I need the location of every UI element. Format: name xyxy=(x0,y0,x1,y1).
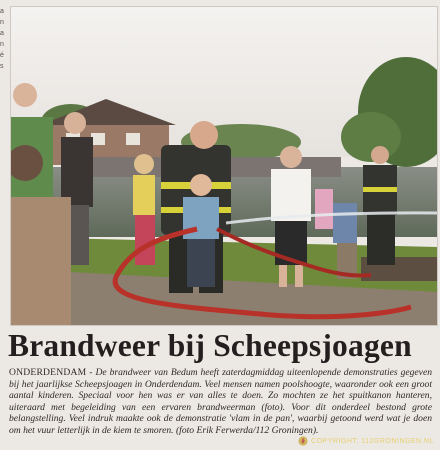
article-body xyxy=(9,367,432,437)
prev-letter: a xyxy=(0,30,4,37)
house-window xyxy=(91,133,105,145)
spectator-head xyxy=(64,112,86,134)
prev-letter: n xyxy=(0,19,4,26)
firefighter-right-legs xyxy=(367,215,395,265)
boy-white-shirt xyxy=(271,169,311,221)
house-window xyxy=(126,133,140,145)
tree xyxy=(341,112,401,162)
flame-logo-icon xyxy=(298,436,308,446)
article-body-text: - De brandweer van Bedum heeft zaterdagmiddag uiteenlopende demonstraties gegeven bij het jaarlijkse Scheepsjoagen in Onderdendam. Veel mensen namen poolshoogte, waaronder ook een groot aantal kinderen. Speciaal voor hen was er van alles te doen. Zo mochten ze het spuitkanon hanteren, uiteraard met begeleiding van een ervaren brandweerman (foto). Voor dit onderdeel bestond grote belangstelling. Veel indruk maakte ook de demonstratie 'vlam in de pan', waarbij getoond werd wat je doen om het vuur letterlijk in de kiem te smoren. (foto Erik Ferwerda/112 Groningen). xyxy=(9,367,432,436)
child-blue xyxy=(333,203,357,243)
girl-pink-pants xyxy=(135,215,155,265)
child-pink xyxy=(315,189,333,229)
boy-head xyxy=(280,146,302,168)
copyright-watermark xyxy=(298,436,434,446)
firefighter-head xyxy=(190,121,218,149)
article-headline: Brandweer bij Scheepsjoagen xyxy=(8,328,412,363)
foreground-spectator xyxy=(11,197,71,325)
girl-head xyxy=(134,154,154,174)
boy-head xyxy=(190,174,212,196)
boy-jeans xyxy=(187,239,215,287)
girl-yellow-shirt xyxy=(133,175,155,215)
prev-letter: n xyxy=(0,41,4,48)
reflective-stripe xyxy=(363,187,397,192)
previous-column-fragment xyxy=(0,6,8,72)
firefighter-right-head xyxy=(371,146,389,164)
boy-leg xyxy=(295,265,303,287)
article-photo xyxy=(10,6,438,326)
prev-letter: a xyxy=(0,8,4,15)
spectator-woman xyxy=(61,137,93,207)
article-dateline: ONDERDENDAM xyxy=(9,367,87,378)
spectator-head xyxy=(13,83,37,107)
boy-leg xyxy=(279,265,287,287)
prev-letter: s xyxy=(0,63,4,70)
prev-letter: é xyxy=(0,52,4,59)
photo-illustration xyxy=(11,7,437,325)
watermark-text: COPYRIGHT: 112GRONINGEN.NL xyxy=(311,437,434,445)
